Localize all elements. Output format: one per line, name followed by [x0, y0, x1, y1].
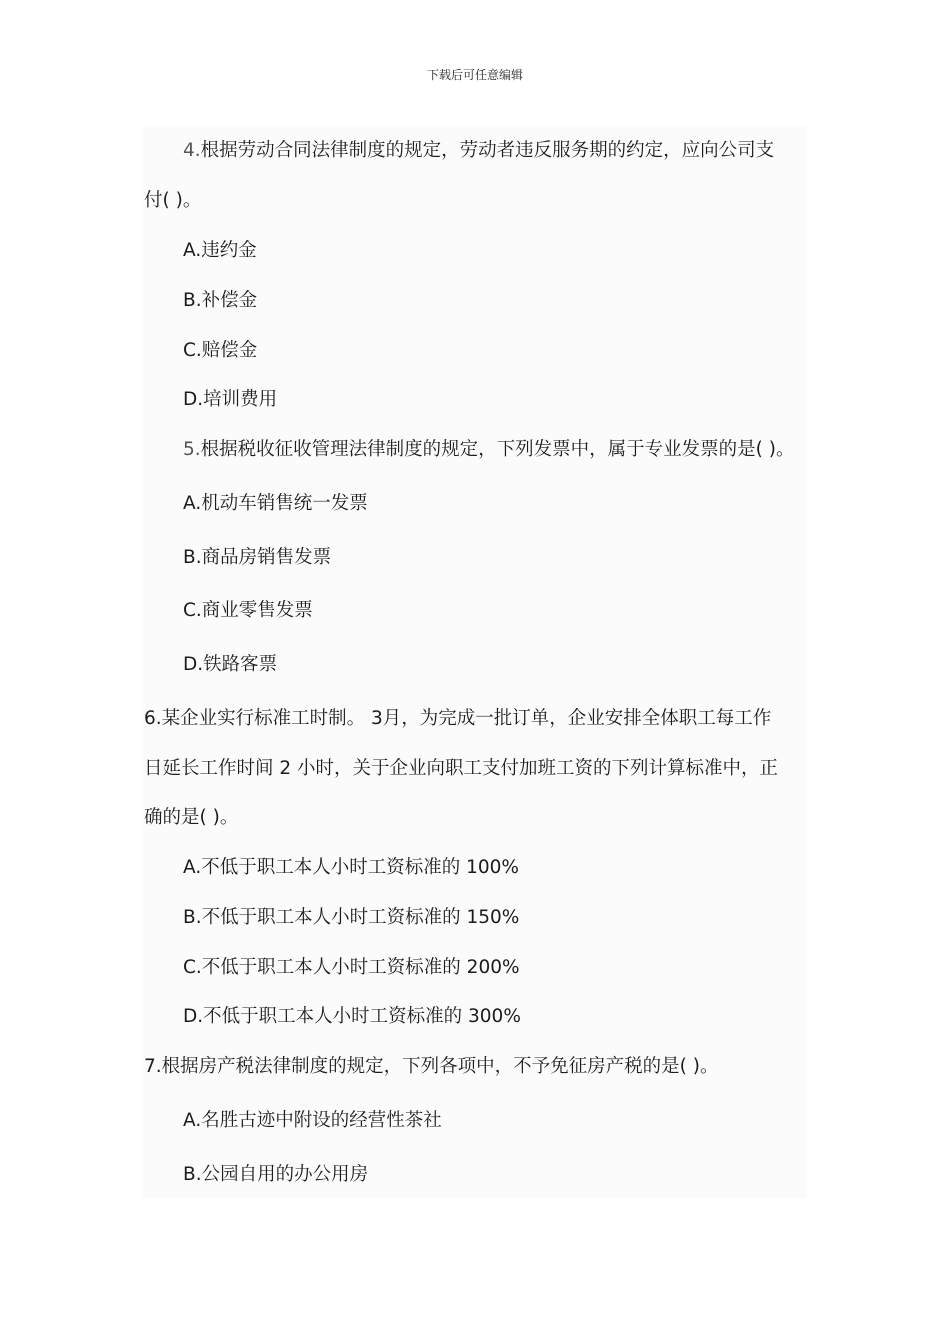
question-6-option-c: C.不低于职工本人小时工资标准的 200%: [183, 957, 520, 978]
question-7-stem-line-1: 7.根据房产税法律制度的规定，下列各项中，不予免征房产税的是( )。: [144, 1056, 719, 1077]
question-5-option-d: D.铁路客票: [183, 654, 278, 675]
question-6-option-d: D.不低于职工本人小时工资标准的 300%: [183, 1006, 521, 1027]
question-7-option-b: B.公园自用的办公用房: [183, 1164, 369, 1185]
question-4-stem-text: 根据劳动合同法律制度的规定，劳动者违反服务期的约定，应向公司支: [200, 140, 775, 161]
question-5-stem-text: 根据税收征收管理法律制度的规定，下列发票中，属于专业发票的是( )。: [200, 439, 795, 460]
question-5-option-b: B.商品房销售发票: [183, 547, 332, 568]
question-4-stem-line-1: [183, 139, 774, 163]
question-4-option-b: B.补偿金: [183, 290, 258, 311]
question-6-option-b: B.不低于职工本人小时工资标准的 150%: [183, 907, 520, 928]
page-header: 下载后可任意编辑: [426, 68, 523, 82]
question-5-stem-line-1: [183, 438, 794, 462]
question-6-option-a: A.不低于职工本人小时工资标准的 100%: [183, 857, 519, 878]
question-5-option-a: A.机动车销售统一发票: [183, 493, 368, 514]
question-4-option-d: D.培训费用: [183, 389, 278, 410]
question-4-number: 4.: [183, 140, 201, 161]
question-6-stem-line-3: 确的是( )。: [144, 807, 239, 828]
question-5-number: 5.: [183, 439, 201, 460]
question-4-option-c: C.赔偿金: [183, 340, 258, 361]
question-6-stem-line-2: 日延长工作时间 2 小时，关于企业向职工支付加班工资的下列计算标准中，正: [144, 758, 779, 779]
question-4-stem-line-2: 付( )。: [144, 190, 202, 211]
question-6-stem-line-1: 6.某企业实行标准工时制。 3月，为完成一批订单，企业安排全体职工每工作: [144, 708, 772, 729]
question-4-option-a: A.违约金: [183, 240, 257, 261]
question-5-option-c: C.商业零售发票: [183, 600, 313, 621]
question-7-option-a: A.名胜古迹中附设的经营性茶社: [183, 1110, 442, 1131]
